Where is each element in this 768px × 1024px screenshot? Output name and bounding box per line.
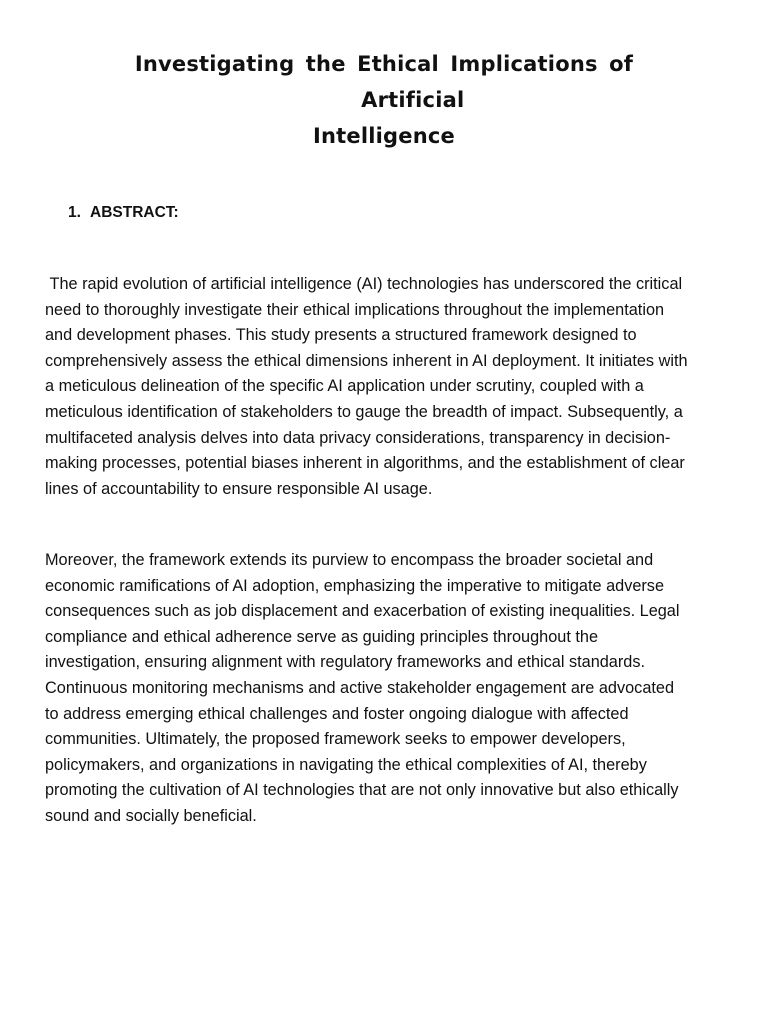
text-line: lines of accountability to ensure responsible AI usage. — [45, 479, 433, 498]
text-line: meticulous identification of stakeholders to gauge the breadth of impact. Subsequently, a — [45, 402, 683, 421]
text-line: comprehensively assess the ethical dimensions inherent in AI deployment. It initiates with — [45, 351, 688, 370]
text-line: to address emerging ethical challenges and foster ongoing dialogue with affected — [45, 704, 629, 723]
abstract-paragraph-2 — [45, 548, 725, 830]
text-line: need to thoroughly investigate their ethical implications throughout the implementation — [45, 300, 665, 319]
text-line: and development phases. This study presents a structured framework designed to — [45, 326, 637, 345]
title-line: Intelligence — [313, 124, 455, 148]
text-line: promoting the cultivation of AI technologies that are not only innovative but also ethically — [45, 781, 679, 800]
text-line: policymakers, and organizations in navigating the ethical complexities of AI, thereby — [45, 755, 647, 774]
text-line: Moreover, the framework extends its purview to encompass the broader societal and — [45, 551, 654, 569]
section-heading — [68, 203, 179, 223]
section-heading-text: ABSTRACT: — [90, 204, 179, 221]
text-line: Continuous monitoring mechanisms and active stakeholder engagement are advocated — [45, 678, 675, 697]
text-line: investigation, ensuring alignment with regulatory frameworks and ethical standards. — [45, 653, 646, 672]
section-number: 1. — [68, 204, 81, 221]
text-line: compliance and ethical adherence serve as guiding principles throughout the — [45, 627, 599, 646]
text-line: making processes, potential biases inherent in algorithms, and the establishment of clear — [45, 454, 685, 473]
text-line: The rapid evolution of artificial intelligence (AI) technologies has underscored the critical — [45, 275, 683, 293]
title-line: Investigating the Ethical Implications of Artificial — [134, 52, 634, 112]
text-line: a meticulous delineation of the specific AI application under scrutiny, coupled with a — [45, 377, 644, 396]
text-line: consequences such as job displacement and exacerbation of existing inequalities. Legal — [45, 602, 680, 621]
text-line: economic ramifications of AI adoption, emphasizing the imperative to mitigate adverse — [45, 576, 665, 595]
text-line: communities. Ultimately, the proposed framework seeks to empower developers, — [45, 730, 626, 749]
abstract-paragraph-1 — [45, 272, 725, 502]
text-line: multifaceted analysis delves into data privacy considerations, transparency in decision- — [45, 428, 671, 447]
text-line: sound and socially beneficial. — [45, 806, 257, 825]
document-title — [70, 46, 698, 154]
